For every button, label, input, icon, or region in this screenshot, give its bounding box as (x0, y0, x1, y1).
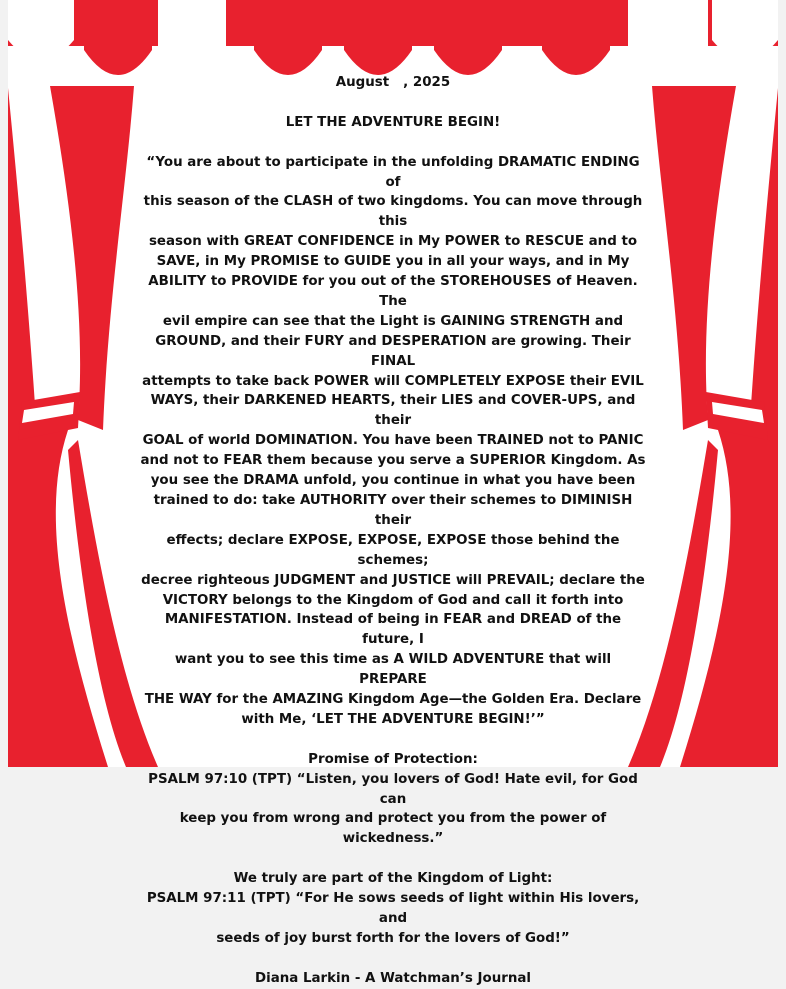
psalm-97-11-verse (140, 889, 646, 949)
left-curtain (8, 86, 158, 767)
post-image (8, 0, 778, 986)
text-line: PSALM 97:11 (TPT) “For He sows seeds of light within His lovers, and (146, 891, 640, 926)
text-line: season with GREAT CONFIDENCE in My POWER to RESCUE and to (148, 234, 638, 250)
text-line: GROUND, and their FURY and DESPERATION are growing. Their FINAL (155, 333, 631, 369)
text-line: effects; declare EXPOSE, EXPOSE, EXPOSE those behind the schemes; (166, 532, 620, 568)
signature: Diana Larkin - A Watchman’s Journal (255, 970, 531, 986)
post-date (140, 73, 646, 93)
text-line: keep you from wrong and protect you from the power of wickedness.” (179, 811, 607, 847)
text-line: evil empire can see that the Light is GAINING STRENGTH and (162, 313, 624, 329)
text-line: seeds of joy burst forth for the lovers of God!” (216, 930, 570, 946)
text-line: THE WAY for the AMAZING Kingdom Age—the Golden Era. Declare (144, 692, 642, 708)
right-curtain (628, 86, 778, 767)
text-line: SAVE, in My PROMISE to GUIDE you in all your ways, and in My (156, 254, 630, 270)
text-line: trained to do: take AUTHORITY over their schemes to DIMINISH their (153, 493, 633, 528)
valance-scallop (628, 0, 708, 75)
date-suffix: , 2025 (403, 75, 451, 90)
light-heading: We truly are part of the Kingdom of Light: (233, 871, 553, 887)
text-line: this season of the CLASH of two kingdoms. You can move through this (143, 194, 643, 230)
protection-heading: Promise of Protection: (308, 751, 478, 767)
text-line: WAYS, their DARKENED HEARTS, their LIES and COVER-UPS, and their (150, 393, 636, 429)
text-line: MANIFESTATION. Instead of being in FEAR and DREAD of the future, I (164, 612, 622, 648)
post-title: LET THE ADVENTURE BEGIN! (285, 114, 501, 130)
date-prefix: August (335, 75, 394, 90)
valance-scallops (8, 0, 778, 75)
text-line: with Me, ‘LET THE ADVENTURE BEGIN!’” (241, 711, 545, 727)
prophetic-message (140, 153, 646, 730)
text-line: decree righteous JUDGMENT and JUSTICE will PREVAIL; declare the (141, 572, 645, 588)
valance-scallop (8, 0, 74, 60)
text-line: and not to FEAR them because you serve a SUPERIOR Kingdom. As (140, 453, 646, 469)
text-line: GOAL of world DOMINATION. You have been TRAINED not to PANIC (142, 433, 644, 449)
text-line: PSALM 97:10 (TPT) “Listen, you lovers of God! Hate evil, for God can (148, 771, 638, 807)
valance-scallop (158, 0, 226, 75)
valance-scallop (84, 0, 152, 75)
valance-scallop (542, 0, 610, 75)
text-line: want you to see this time as A WILD ADVENTURE that will PREPARE (174, 652, 612, 688)
text-line: ABILITY to PROVIDE for you out of the STOREHOUSES of Heaven. The (148, 274, 638, 309)
valance-scallop (254, 0, 322, 75)
psalm-97-10-verse (140, 770, 646, 850)
left-curtain-stripe (50, 86, 134, 430)
text-line: VICTORY belongs to the Kingdom of God and call it forth into (162, 592, 624, 608)
message-text-block (140, 73, 646, 989)
valance-scallop (434, 0, 502, 75)
text-line: “You are about to participate in the unfolding DRAMATIC ENDING of (146, 154, 640, 190)
text-line: attempts to take back POWER will COMPLETELY EXPOSE their EVIL (142, 373, 644, 389)
text-line: you see the DRAMA unfold, you continue in what you have been (150, 473, 636, 489)
valance-scallop (712, 0, 778, 60)
date-day: 3 (393, 75, 404, 90)
right-curtain-stripe (652, 86, 736, 430)
valance-scallop (344, 0, 412, 75)
